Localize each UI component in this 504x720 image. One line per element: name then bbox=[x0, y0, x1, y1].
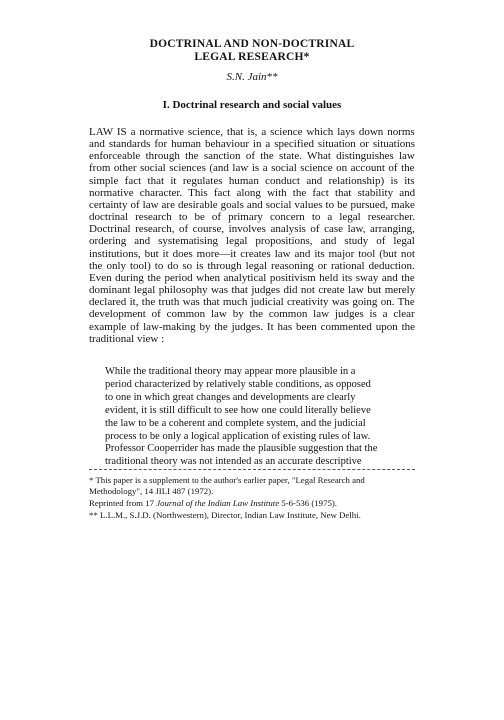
body-line: simple fact that it regulates human conduct and relationship) is its bbox=[89, 174, 415, 187]
quote-line: to one in which great changes and developments are clearly bbox=[105, 391, 356, 403]
quote-line: evident, it is still difficult to see how one could literally believe bbox=[105, 404, 371, 416]
body-line: institutions, but it does more—it creates law and its major tool (but not bbox=[89, 247, 415, 260]
quote-line: Professor Cooperrider has made the plausible suggestion that the bbox=[105, 443, 378, 455]
body-line: normative character. This fact along with the fact that stability and bbox=[89, 186, 416, 199]
block-quote bbox=[105, 366, 405, 469]
body-line: certainty of law are desirable goals and social values to be pursued, make bbox=[89, 198, 415, 211]
quote-line: While the traditional theory may appear more plausible in a bbox=[105, 366, 356, 377]
body-line: doctrinal research to be of primary concern to a legal researcher. bbox=[89, 211, 416, 224]
footnote-divider bbox=[89, 469, 415, 470]
article-title-line-2: LEGAL RESEARCH* bbox=[194, 51, 310, 63]
quote-line: traditional theory was not intended as an accurate descriptive bbox=[105, 456, 362, 468]
footnote-1-line-1: * This paper is a supplement to the author's earlier paper, "Legal Research and bbox=[89, 475, 365, 485]
author-name: S.N. Jain** bbox=[226, 71, 278, 83]
footnote-reprint bbox=[89, 498, 419, 509]
footnote-journal-title: Journal of the Indian Law Institute bbox=[156, 498, 280, 508]
footnote-reprint-prefix: Reprinted from 17 bbox=[89, 498, 157, 508]
footnote-author: ** L.L.M., S.J.D. (Northwestern), Director, Indian Law Institute, New Delhi. bbox=[89, 510, 361, 520]
footnote-reprint-suffix: 5-6-536 (1975). bbox=[279, 498, 338, 508]
body-line: ordering and systematising legal propositions, and study of legal bbox=[89, 235, 415, 248]
body-line: example of law-making by the judges. It has been commented upon the bbox=[89, 320, 416, 333]
body-line: Even during the period when analytical positivism held its sway and the bbox=[89, 271, 415, 284]
body-line: Doctrinal research, of course, involves analysis of case law, arranging, bbox=[89, 223, 415, 236]
body-line: from other social sciences (and law is a social science on account of the bbox=[89, 162, 415, 175]
quote-line: process to be only a logical application of existing rules of law. bbox=[105, 430, 371, 442]
section-heading: I. Doctrinal research and social values bbox=[162, 99, 342, 111]
body-line: LAW IS a normative science, that is, a science which lays down norms bbox=[89, 126, 415, 138]
body-line: enforceable through the sanction of the state. What distinguishes law bbox=[89, 150, 415, 163]
body-line: development of common law by the common law judges is a clear bbox=[89, 308, 415, 321]
quote-line: the law to be a coherent and complete system, and the judicial bbox=[105, 417, 366, 429]
body-line: traditional view : bbox=[89, 332, 165, 345]
body-line: declared it, the truth was that much judicial creativity was going on. The bbox=[89, 296, 415, 309]
article-title-line-1: DOCTRINAL AND NON-DOCTRINAL bbox=[149, 38, 355, 50]
body-line: dominant legal philosophy was that judges did not create law but merely bbox=[89, 284, 416, 297]
body-line: the only tool) to do so is through legal reasoning or rational deduction. bbox=[89, 259, 415, 272]
footnote-1-line-2: Methodology", 14 JILI 487 (1972). bbox=[89, 486, 214, 496]
quote-line: period characterized by relatively stable conditions, as opposed bbox=[105, 378, 371, 390]
body-paragraph bbox=[89, 126, 415, 345]
body-line: and standards for human behaviour in a specified situation or situations bbox=[89, 138, 416, 151]
